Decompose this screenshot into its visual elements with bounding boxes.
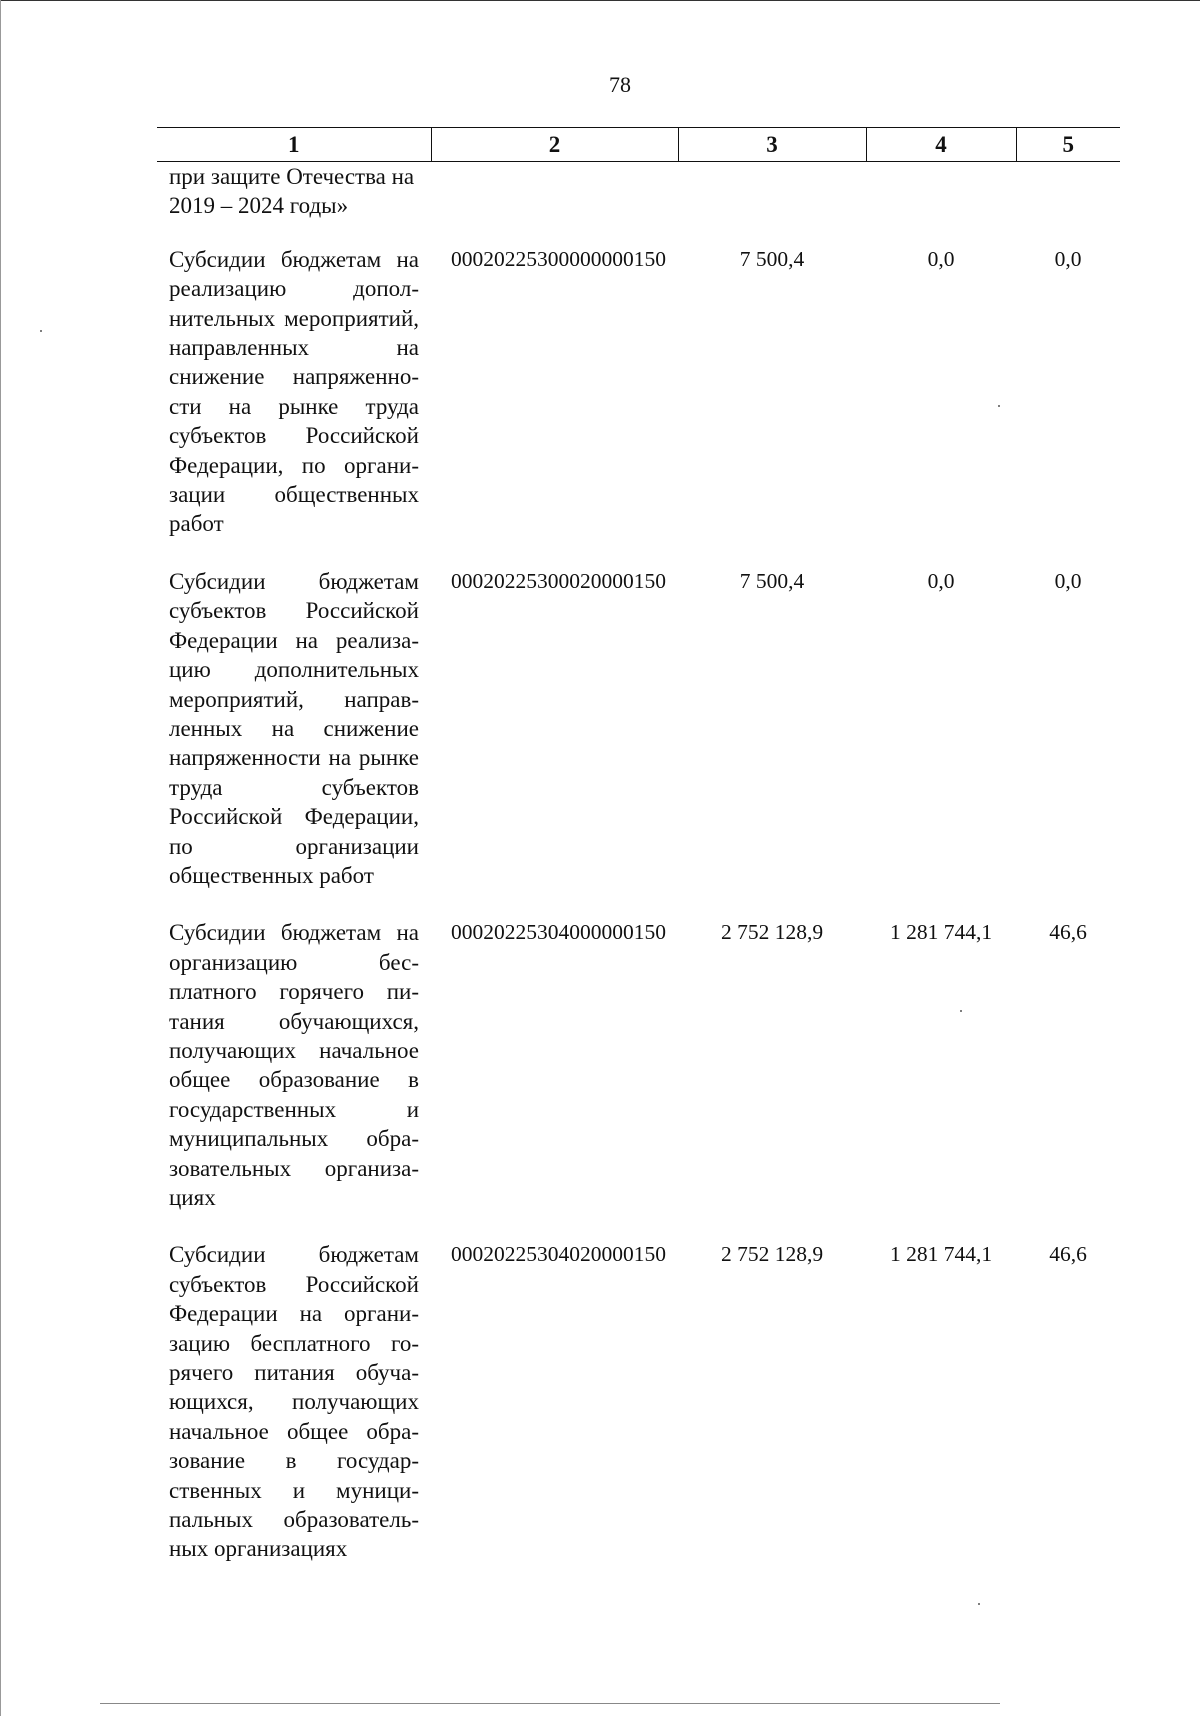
- row-col3: 2 752 128,9: [720, 1242, 824, 1267]
- table-row: [157, 245, 1120, 567]
- scan-speck: [40, 330, 42, 332]
- row-name: Субсидии бюджетам на организацию бесплатного горячего питания обучающихся, получающих начальное общее образование в государственных и муниципальных образовательных организациях: [169, 920, 419, 1210]
- budget-table: [157, 127, 1120, 1592]
- header-col-5: 5: [1016, 128, 1120, 162]
- row-col4: 1 281 744,1: [889, 1242, 993, 1267]
- row-col5: 0,0: [1054, 246, 1082, 271]
- scan-bottom-edge: [100, 1703, 1000, 1704]
- row-col5: 46,6: [1049, 1242, 1087, 1267]
- header-col-2: 2: [431, 128, 678, 162]
- header-col-3: 3: [678, 128, 866, 162]
- row-name: Субсидии бюджетам на реализацию дополнительных мероприятий, направленных на снижение напряженности на рынке труда субъектов Российской Федерации, по организации общественных работ: [169, 246, 419, 537]
- row-code: 00020225300020000150: [451, 568, 666, 593]
- row-col3: 7 500,4: [739, 246, 805, 271]
- row-col3: 7 500,4: [739, 568, 805, 593]
- row-name: при защите Отечества на 2019 – 2024 годы»: [169, 164, 415, 219]
- table-row-continuation: [157, 162, 1120, 245]
- table-row: [157, 567, 1120, 918]
- row-name: Субсидии бюджетам субъектов Российской Федерации на организацию бесплатного горячего питания обучающихся, получающих начальное общее образование в государственных и муниципальных образовательных организациях: [169, 1242, 419, 1562]
- table-row: [157, 1240, 1120, 1591]
- scan-top-edge: [0, 0, 1200, 1]
- row-code: 00020225304020000150: [451, 1242, 666, 1267]
- scan-speck: [978, 1603, 980, 1605]
- row-col5: 0,0: [1054, 568, 1082, 593]
- table-row: [157, 918, 1120, 1240]
- row-col4: 1 281 744,1: [889, 920, 993, 945]
- header-col-1: 1: [157, 128, 431, 162]
- table-header-row: [157, 128, 1120, 162]
- row-code: 00020225300000000150: [451, 246, 666, 271]
- row-col5: 46,6: [1049, 920, 1087, 945]
- scan-left-edge: [0, 0, 1, 1716]
- row-col4: 0,0: [927, 568, 955, 593]
- row-name: Субсидии бюджетам субъектов Российской Федерации на реализацию дополнительных мероприятий, направленных на снижение напряженности на рынке труда субъектов Российской Федерации, по организации общественных работ: [169, 568, 419, 888]
- header-col-4: 4: [866, 128, 1016, 162]
- page-number: 78: [609, 72, 631, 97]
- row-col4: 0,0: [927, 246, 955, 271]
- row-col3: 2 752 128,9: [720, 920, 824, 945]
- row-code: 00020225304000000150: [451, 920, 666, 945]
